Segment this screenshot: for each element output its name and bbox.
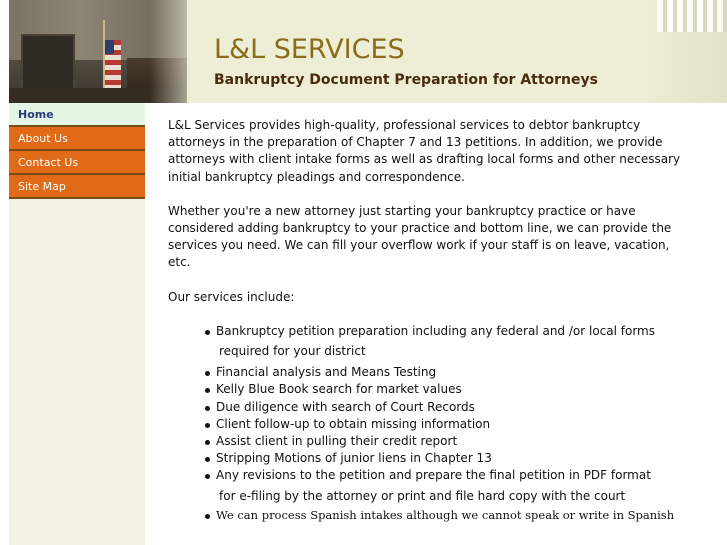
list-item-continuation: for e-filing by the attorney or print and file hard copy with the court [219,488,626,503]
list-item [204,433,692,450]
list-item [204,507,692,524]
site-title: L&L SERVICES [214,34,405,65]
list-item [204,450,692,467]
site-subtitle: Bankruptcy Document Preparation for Attorneys [214,72,598,88]
list-item-text: Due diligence with search of Court Records [216,399,475,414]
nav-item-about-us[interactable]: About Us [9,127,145,151]
list-item-text: Financial analysis and Means Testing [216,365,437,380]
list-item-text: Bankruptcy petition preparation including any federal and /or local forms [216,323,655,338]
list-item-text: Assist client in pulling their credit report [216,434,458,449]
list-item-text: Client follow-up to obtain missing information [216,416,491,431]
list-item-text: Any revisions to the petition and prepare the final petition in PDF format [216,468,651,483]
sidebar-nav [9,103,145,545]
list-item-continuation: required for your district [219,344,366,359]
intro-paragraph: L&L Services provides high-quality, professional services to debtor bankruptcy attorneys in the preparation of Chapter 7 and 13 petitions. In addition, we provide attorneys with client intake forms as well as drafting local forms and other necessary initial bankruptcy pleadings and correspondence. [168,118,681,184]
practice-paragraph: Whether you're a new attorney just starting your bankruptcy practice or have considered adding bankruptcy to your practice and bottom line, we can provide the services you need. We can fill your overflow work if your staff is on leave, vacation, etc. [168,203,672,270]
list-item-text: Stripping Motions of junior liens in Chapter 13 [216,451,492,466]
list-item [204,399,692,416]
list-item [204,323,692,360]
header-photo-fade [150,0,210,103]
flag-icon [105,40,121,90]
nav-item-site-map[interactable]: Site Map [9,175,145,199]
list-item-text: We can process Spanish intakes although we cannot speak or write in Spanish [216,507,675,522]
nav-item-contact-us[interactable]: Contact Us [9,151,145,175]
list-item [204,381,692,398]
list-item [204,467,692,504]
header-stripes [657,0,727,32]
list-item [204,364,692,381]
list-item [204,416,692,433]
services-intro: Our services include: [168,289,295,304]
nav-item-home[interactable]: Home [9,103,145,127]
main-content [168,117,692,524]
list-item-text: Kelly Blue Book search for market values [216,382,462,397]
services-list [168,323,692,524]
photo-door [21,34,75,96]
page-edge [0,0,9,545]
